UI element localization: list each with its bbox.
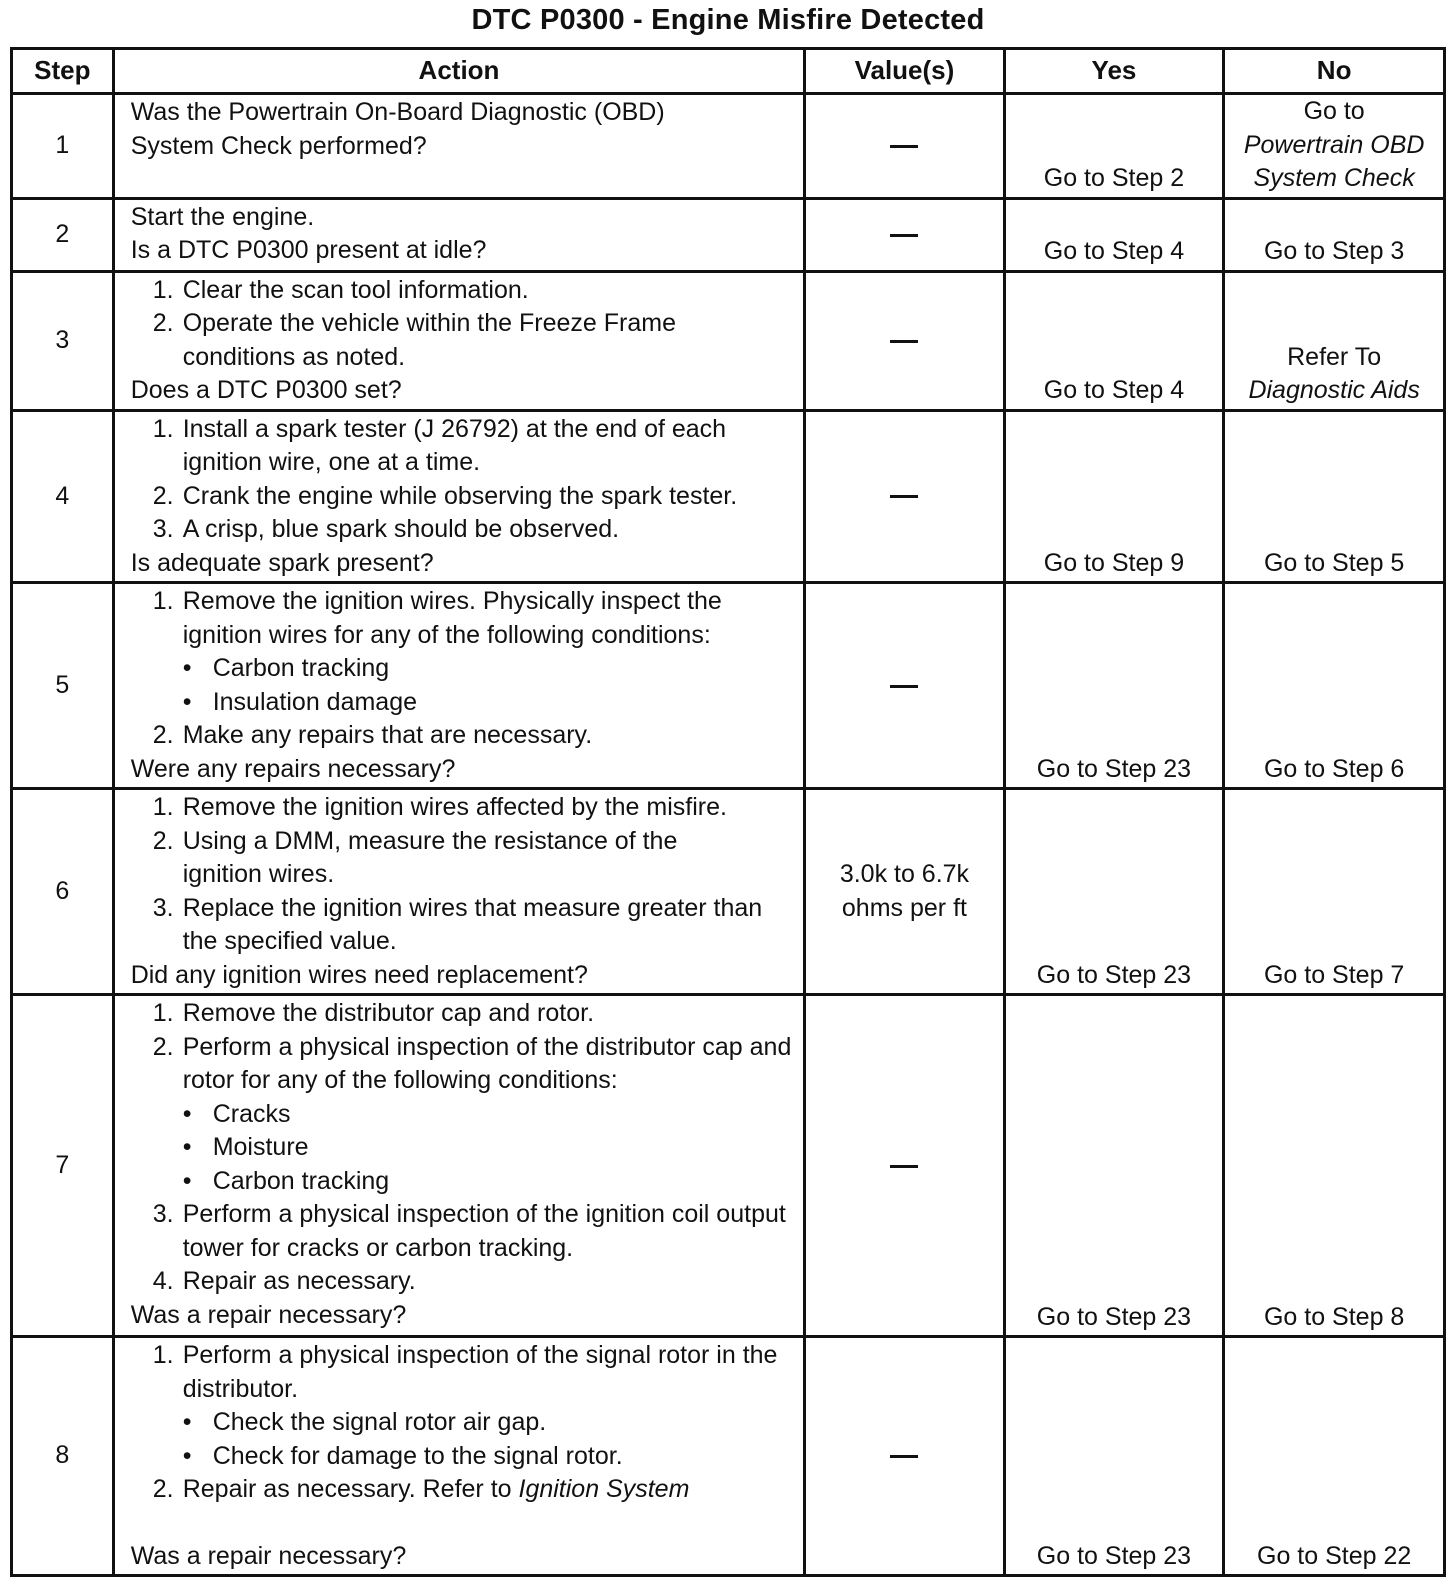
table-row [12, 271, 1445, 410]
bullet-text: Carbon tracking [212, 654, 390, 682]
dash-mark [890, 1455, 918, 1458]
bullet-item [131, 1165, 798, 1199]
yes-cell: Go to Step 23 [1004, 789, 1224, 995]
reference-link: Ignition System [518, 1475, 690, 1503]
list-item [131, 413, 798, 480]
step-number: 1 [12, 94, 114, 199]
item-number: 1. [152, 999, 174, 1027]
bullet-icon: • [182, 1408, 192, 1436]
item-number: 2. [152, 481, 174, 510]
dash-mark [890, 495, 918, 498]
item-text: Perform a physical inspection of the ignition coil output tower for cracks or carbon tracking. [182, 1200, 786, 1262]
item-number: 2. [152, 1475, 174, 1503]
bullet-item [131, 652, 798, 686]
no-prefix: Refer To [1287, 342, 1382, 371]
question: Is adequate spark present? [130, 548, 434, 577]
header-step: Step [12, 49, 114, 94]
table-row [12, 410, 1445, 583]
step-number: 3 [12, 271, 114, 410]
no-cell: Go to Step 3 [1224, 198, 1445, 271]
yes-cell: Go to Step 23 [1004, 583, 1224, 789]
table-row [12, 94, 1445, 199]
intro-text: Start the engine. [130, 202, 315, 231]
question: Did any ignition wires need replacement? [130, 960, 588, 989]
reference-link: Powertrain OBD [1243, 130, 1425, 159]
no-prefix: Go to [1303, 97, 1365, 125]
item-number: 3. [152, 1200, 174, 1228]
step-number: 7 [12, 995, 114, 1337]
document-title: DTC P0300 - Engine Misfire Detected [471, 4, 985, 36]
item-text: Replace the ignition wires that measure greater than the specified value. [182, 893, 763, 955]
item-text: Using a DMM, measure the resistance of the ignition wires. [182, 826, 678, 888]
value-cell [805, 789, 1004, 995]
bullet-text: Carbon tracking [212, 1166, 390, 1195]
list-item [131, 1198, 798, 1265]
yes-cell: Go to Step 23 [1004, 995, 1224, 1337]
item-number: 3. [152, 893, 174, 922]
item-text [183, 1473, 798, 1507]
question: Does a DTC P0300 set? [130, 376, 402, 404]
value-cell [805, 995, 1004, 1337]
bullet-icon: • [182, 687, 192, 716]
item-text: Install a spark tester (J 26792) at the end of each ignition wire, one at a time. [182, 414, 727, 476]
item-text: Operate the vehicle within the Freeze Frame conditions as noted. [182, 309, 676, 371]
header-action: Action [113, 49, 805, 94]
item-number: 3. [152, 515, 174, 543]
action-cell [113, 583, 805, 789]
reference-link: Diagnostic Aids [1248, 376, 1420, 404]
dash-mark [890, 145, 918, 148]
list-item [131, 480, 798, 514]
question: System Check performed? [130, 131, 427, 160]
item-number: 2. [152, 721, 174, 749]
no-cell: Go to Step 7 [1224, 789, 1445, 995]
value-cell [805, 410, 1004, 583]
list-item [131, 1339, 798, 1406]
bullet-text: Check for damage to the signal rotor. [212, 1441, 623, 1470]
list-item [131, 825, 798, 892]
item-text-prefix: Repair as necessary. Refer to [182, 1475, 519, 1503]
table-row [12, 995, 1445, 1337]
list-item [131, 513, 798, 547]
step-number: 6 [12, 789, 114, 995]
list-item [131, 307, 798, 374]
action-cell [113, 995, 805, 1337]
no-cell [1224, 271, 1445, 410]
table-row [12, 789, 1445, 995]
table-row [12, 198, 1445, 271]
spec-value: ohms per ft [841, 893, 967, 922]
item-text: A crisp, blue spark should be observed. [182, 515, 620, 543]
spec-value: 3.0k to 6.7k [839, 860, 970, 888]
item-text: Remove the ignition wires. Physically inspect the ignition wires for any of the following conditions: [182, 587, 722, 649]
no-cell: Go to Step 8 [1224, 995, 1445, 1337]
no-cell [1224, 94, 1445, 199]
list-item [131, 1473, 798, 1507]
bullet-text: Insulation damage [212, 687, 418, 716]
question: Was the Powertrain On-Board Diagnostic (OBD) [130, 98, 665, 126]
header-yes: Yes [1004, 49, 1224, 94]
bullet-text: Moisture [212, 1133, 309, 1161]
header-no: No [1224, 49, 1445, 94]
step-number: 2 [12, 198, 114, 271]
bullet-icon: • [182, 1166, 192, 1195]
dash-mark [890, 340, 918, 343]
list-item [131, 1031, 798, 1098]
question: Is a DTC P0300 present at idle? [130, 236, 487, 264]
item-text: Perform a physical inspection of the distributor cap and rotor for any of the following conditions: [182, 1032, 792, 1094]
action-cell [113, 271, 805, 410]
step-number: 4 [12, 410, 114, 583]
bullet-icon: • [182, 654, 192, 682]
yes-cell: Go to Step 9 [1004, 410, 1224, 583]
value-cell [805, 1337, 1004, 1576]
value-cell [805, 198, 1004, 271]
diagnostic-table [10, 47, 1446, 1577]
list-item [131, 892, 798, 959]
bullet-item [131, 1131, 798, 1165]
action-cell [113, 198, 805, 271]
bullet-item [131, 1098, 798, 1132]
bullet-text: Cracks [212, 1099, 291, 1128]
bullet-item [131, 1406, 798, 1440]
question: Was a repair necessary? [130, 1300, 407, 1329]
list-item [131, 585, 798, 652]
item-number: 4. [152, 1267, 174, 1295]
item-number: 1. [152, 793, 174, 821]
item-number: 2. [152, 826, 174, 855]
item-text: Clear the scan tool information. [182, 275, 529, 304]
item-number: 1. [152, 587, 174, 615]
bullet-item [131, 686, 798, 720]
yes-cell: Go to Step 2 [1004, 94, 1224, 199]
list-item [131, 791, 798, 825]
table-header-row [12, 49, 1445, 94]
action-cell [113, 1337, 805, 1576]
item-number: 1. [152, 414, 174, 443]
no-cell: Go to Step 6 [1224, 583, 1445, 789]
list-item [131, 719, 798, 753]
item-text: Make any repairs that are necessary. [182, 721, 593, 749]
step-number: 8 [12, 1337, 114, 1576]
question: Were any repairs necessary? [130, 754, 456, 783]
question: Was a repair necessary? [130, 1541, 407, 1570]
reference-link: System Check [1253, 164, 1415, 192]
list-item [131, 1265, 798, 1299]
value-cell [805, 271, 1004, 410]
action-cell [113, 410, 805, 583]
bullet-text: Check the signal rotor air gap. [212, 1408, 547, 1436]
item-number: 1. [152, 1341, 174, 1369]
no-cell: Go to Step 22 [1224, 1337, 1445, 1576]
dash-mark [890, 685, 918, 688]
item-text: Remove the distributor cap and rotor. [182, 999, 595, 1027]
item-text: Crank the engine while observing the spark tester. [182, 481, 738, 510]
value-cell [805, 583, 1004, 789]
step-number: 5 [12, 583, 114, 789]
dash-mark [890, 234, 918, 237]
list-item [131, 997, 798, 1031]
no-cell: Go to Step 5 [1224, 410, 1445, 583]
yes-cell: Go to Step 4 [1004, 271, 1224, 410]
table-row [12, 1337, 1445, 1576]
item-text: Repair as necessary. [182, 1267, 416, 1295]
bullet-item [131, 1440, 798, 1474]
dash-mark [890, 1165, 918, 1168]
table-row [12, 583, 1445, 789]
yes-cell: Go to Step 4 [1004, 198, 1224, 271]
action-cell [113, 94, 805, 199]
item-text: Remove the ignition wires affected by the misfire. [182, 793, 727, 821]
action-cell [113, 789, 805, 995]
spacer [131, 1507, 798, 1540]
yes-cell: Go to Step 23 [1004, 1337, 1224, 1576]
list-item [131, 274, 798, 308]
bullet-icon: • [182, 1133, 192, 1161]
item-number: 2. [152, 309, 174, 337]
header-values: Value(s) [805, 49, 1004, 94]
bullet-icon: • [182, 1441, 192, 1470]
value-cell [805, 94, 1004, 199]
item-number: 1. [152, 275, 174, 304]
bullet-icon: • [182, 1099, 192, 1128]
item-number: 2. [152, 1032, 174, 1061]
item-text: Perform a physical inspection of the signal rotor in the distributor. [182, 1341, 778, 1403]
